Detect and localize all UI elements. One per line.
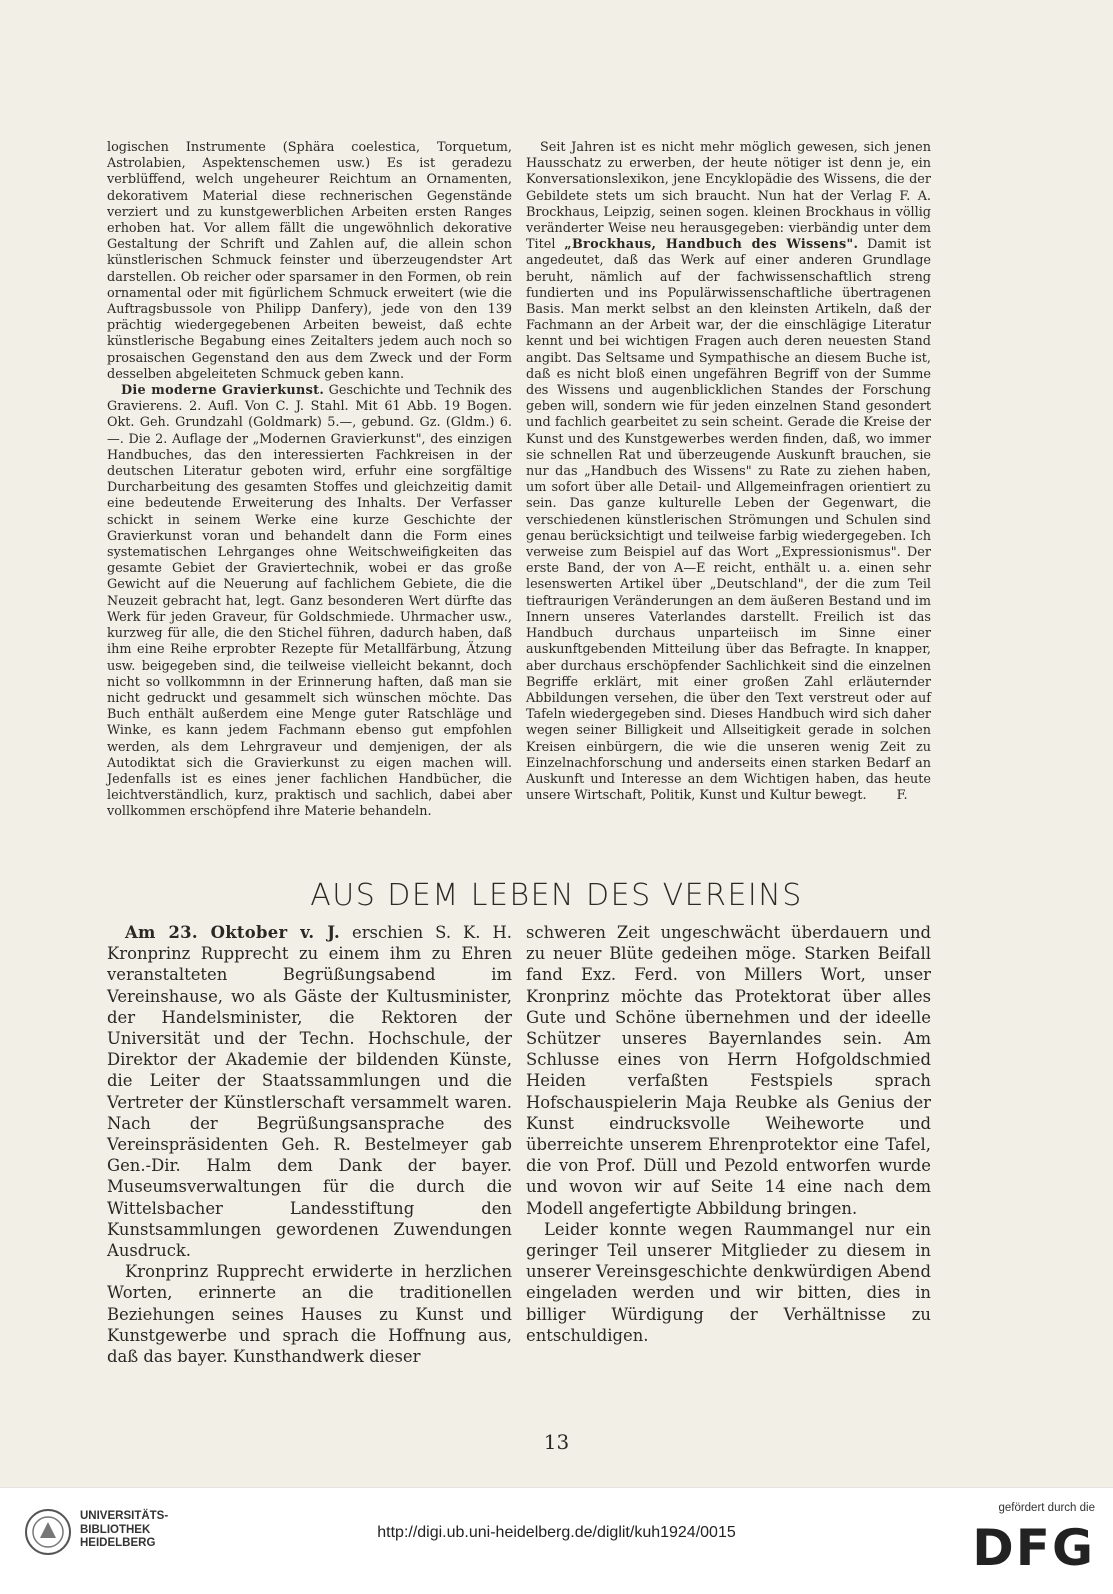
paragraph [526,140,931,804]
library-name-line: UNIVERSITÄTS- [80,1510,169,1522]
column-bottom-left [107,922,512,1367]
paragraph-body: Seit Jahren ist es nicht mehr möglich gewesen, sich jenen Hausschatz zu erwerben, der heute nötiger ist denn je, ein Konversationslexikon, jene Encyklopädie des Wissens, die der Gebildete stets um sich braucht. Nun hat der Verlag F. A. Brockhaus, Leipzig, seinen sogen. kleinen Brockhaus in völlig veränderter Weise neu herausgegeben: vierbändig unter dem Titel [526,140,931,253]
book-title: Die moderne Gravierkunst. [121,383,325,399]
paragraph: logischen Instrumente (Sphära coelestica, Torquetum, Astrolabien, Aspektenschemen usw.) Es ist geradezu verblüffend, welch ungeheurer Reichtum an Ornamenten, dekorativem Material diese rechnerischen Gegenstände verziert und zu kunstgewerblichen Arbeiten ersten Ranges erhoben hat. Vor allem fällt die ungewöhnlich dekorative Gestaltung der Schrift und Zahlen auf, die allein schon künstlerischen Schmuck feinster und überzeugendster Art darstellen. Ob reicher oder sparsamer in den Formen, ob rein ornamental oder mit figürlichem Schmuck erweitert (wie die Auftragsbussole von Philipp Danfery), jede von den 139 prächtig wiedergegebenen Arbeiten beweist, daß echte künstlerische Begabung eines Zeitalters jedem auch noch so prosaischen Gegenstand den aus dem Zweck und der Form desselben abgeleiteten Schmuck geben kann. [107,140,512,382]
book-title: „Brockhaus, Handbuch des Wissens". [564,237,859,253]
viewer-footer [0,1487,1113,1594]
paragraph [107,383,512,820]
lead-date: Am 23. Oktober v. J. [125,923,340,942]
funded-by-label: gefördert durch die [998,1502,1095,1514]
paragraph: schweren Zeit ungeschwächt überdauern und zu neuer Blüte gedeihen möge. Starken Beifall fand Exz. Ferd. von Millers Wort, unser Kronprinz möchte das Protektorat über alles Gute und Schöne übernehmen und der ideelle Schützer unseres Bayernlandes sein. Am Schlusse eines von Herrn Hofgoldschmied Heiden verfaßten Festspiels sprach Hofschauspielerin Maja Reubke als Genius der Kunst eindrucksvolle Weiheworte und überreichte unserem Ehrenprotektor eine Tafel, die von Prof. Düll und Pezold entworfen wurde und wovon wir auf Seite 14 eine nach dem Modell angefertigte Abbildung bringen. [526,923,931,1218]
library-name-line: BIBLIOTHEK [80,1523,151,1536]
author-initial: F. [896,788,908,804]
column-top-right [526,140,931,804]
paragraph-body: Geschichte und Technik des Gravierens. 2. Aufl. Von C. J. Stahl. Mit 61 Abb. 19 Bogen. Okt. Geh. Grundzahl (Goldmark) 5.—, gebund. Gz. (Gldm.) 6.—. Die 2. Auflage der „Modernen Gravierkunst", des einzigen Handbuches, das den interessierten Fachkreisen in der deutschen Literatur geboten wird, erfuhr eine sorgfältige Durcharbeitung des gesamten Stoffes und gleichzeitig damit eine bedeutende Erweiterung des Inhalts. Der Verfasser schickt in seinem Werke eine kurze Geschichte der Gravierkunst voran und behandelt dann die Form eines systematischen Lehrganges ohne Weitschweifigkeiten das gesamte Gebiet der Graviertechnik, wobei er das große Gewicht auf die Neuerung auf fachlichem Gebiete, die die Neuzeit gebracht hat, legt. Ganz besonderen Wert dürfte das Werk für jeden Graveur, für Goldschmiede. Uhrmacher usw., kurzweg für alle, die den Stichel führen, dadurch haben, daß ihm eine Reihe erprobter Rezepte für Metallfärbung, Ätzung usw. beigegeben sind, die teilweise vielleicht bekannt, doch nicht so vollkommnn in der Erinnerung haften, daß man sie nicht gedruckt und gesammelt sich wünschen möchte. Das Buch enthält außerdem eine Menge guter Ratschläge und Winke, es kann jedem Fachmann ebenso gut empfohlen werden, als dem Lehrgraveur und demjenigen, der als Autodiktat sich die Gravierkunst zu eigen machen will. Jedenfalls ist es eines jener fachlichen Handbücher, die leichtverständlich, kurz, praktisch und sachlich, dabei aber vollkommen erschöpfend ihre Materie behandeln. [107,383,512,820]
paragraph: Kronprinz Rupprecht erwiderte in herzlichen Worten, erinnerte an die traditionellen Beziehungen seines Hauses zu Kunst und Kunstgewerbe und sprach die Hoffnung aus, daß das bayer. Kunsthandwerk dieser [107,1262,512,1367]
permalink[interactable]: http://digi.ub.uni-heidelberg.de/diglit/kuh1924/0015 [377,1524,736,1541]
paragraph [107,922,512,1261]
section-title: AUS DEM LEBEN DES VEREINS [310,878,803,913]
page-number: 13 [543,1430,570,1454]
library-name-line: HEIDELBERG [80,1537,156,1549]
column-top-left [107,140,512,821]
column-bottom-right [526,922,931,1346]
paragraph: Leider konnte wegen Raummangel nur ein geringer Teil unserer Mitglieder zu diesem in unserer Vereinsgeschichte denkwürdigen Abend eingeladen werden und wir bitten, dies in billiger Würdigung der Verhältnisse zu entschuldigen. [526,1219,931,1345]
paragraph-body: erschien S. K. H. Kronprinz Rupprecht zu einem ihm zu Ehren veranstalteten Begrüßungsabend im Vereinshause, wo als Gäste der Kultusminister, der Handelsminister, die Rektoren der Universität und der Techn. Hochschule, der Direktor der Akademie der bildenden Künste, die Leiter der Staatssammlungen und die Vertreter der Künstlerschaft versammelt waren. Nach der Begrüßungsansprache des Vereinspräsidenten Geh. R. Bestelmeyer gab Gen.-Dir. Halm dem Dank der bayer. Museumsverwaltungen für die durch die Wittelsbacher Landesstiftung den Kunstsammlungen gewordenen Zuwendungen Ausdruck. [107,923,512,1261]
paragraph-body: Damit ist angedeutet, daß das Werk auf einer anderen Grundlage beruht, nämlich auf der fachwissenschaftlich streng fundierten und ins Populärwissenschaftliche übertragenen Basis. Man merkt selbst an den kleinsten Artikeln, daß der Fachmann an der Arbeit war, der die einschlägige Literatur kennt und bei wichtigen Fragen auch deren neuesten Stand angibt. Das Seltsame und Sympathische an diesem Buche ist, daß es nicht bloß einen ungefähren Begriff von der Summe des Wissens und augenblicklichen Standes der Forschung geben will, sondern wie für jeden einzelnen Stand gesondert und fachlich gearbeitet zu sein scheint. Gerade die Kreise der Kunst und des Kunstgewerbes werden finden, daß, wo immer sie schnellen Rat und überzeugende Auskunft brauchen, sie nur das „Handbuch des Wissens" zu Rate zu ziehen haben, um sofort über alle Detail- und Allgemeinfragen orientiert zu sein. Das ganze kulturelle Leben der Gegenwart, die verschiedenen künstlerischen Strömungen und Schulen sind genau berücksichtigt und teilweise farbig wiedergegeben. Ich verweise zum Beispiel auf das Wort „Expressionismus". Der erste Band, der von A—E reicht, enthält u. a. einen sehr lesenswerten Artikel über „Deutschland", der die zum Teil tieftraurigen Veränderungen an dem äußeren Bestand und im Innern unseres Vaterlandes darstellt. Freilich ist das Handbuch durchaus unparteiisch im Sinne einer auskunftgebenden Mitteilung über das Befragte. In knapper, aber durchaus erschöpfender Sachlichkeit sind die einzelnen Begriffe erklärt, mit einer großen Zahl erläuternder Abbildungen versehen, die über den Text verstreut oder auf Tafeln wiedergegeben sind. Dieses Handbuch wird sich daher wegen seiner Billigkeit und Allseitigkeit gerade in solchen Kreisen einbürgern, die wie die unseren wenig Zeit zu Einzelnachforschung und anderseits einen starken Bedarf an Auskunft und Interesse an dem Wichtigen haben, das heute unsere Wirtschaft, Politik, Kunst und Kultur bewegt. [526,237,931,804]
dfg-logo: DFG [972,1519,1095,1577]
